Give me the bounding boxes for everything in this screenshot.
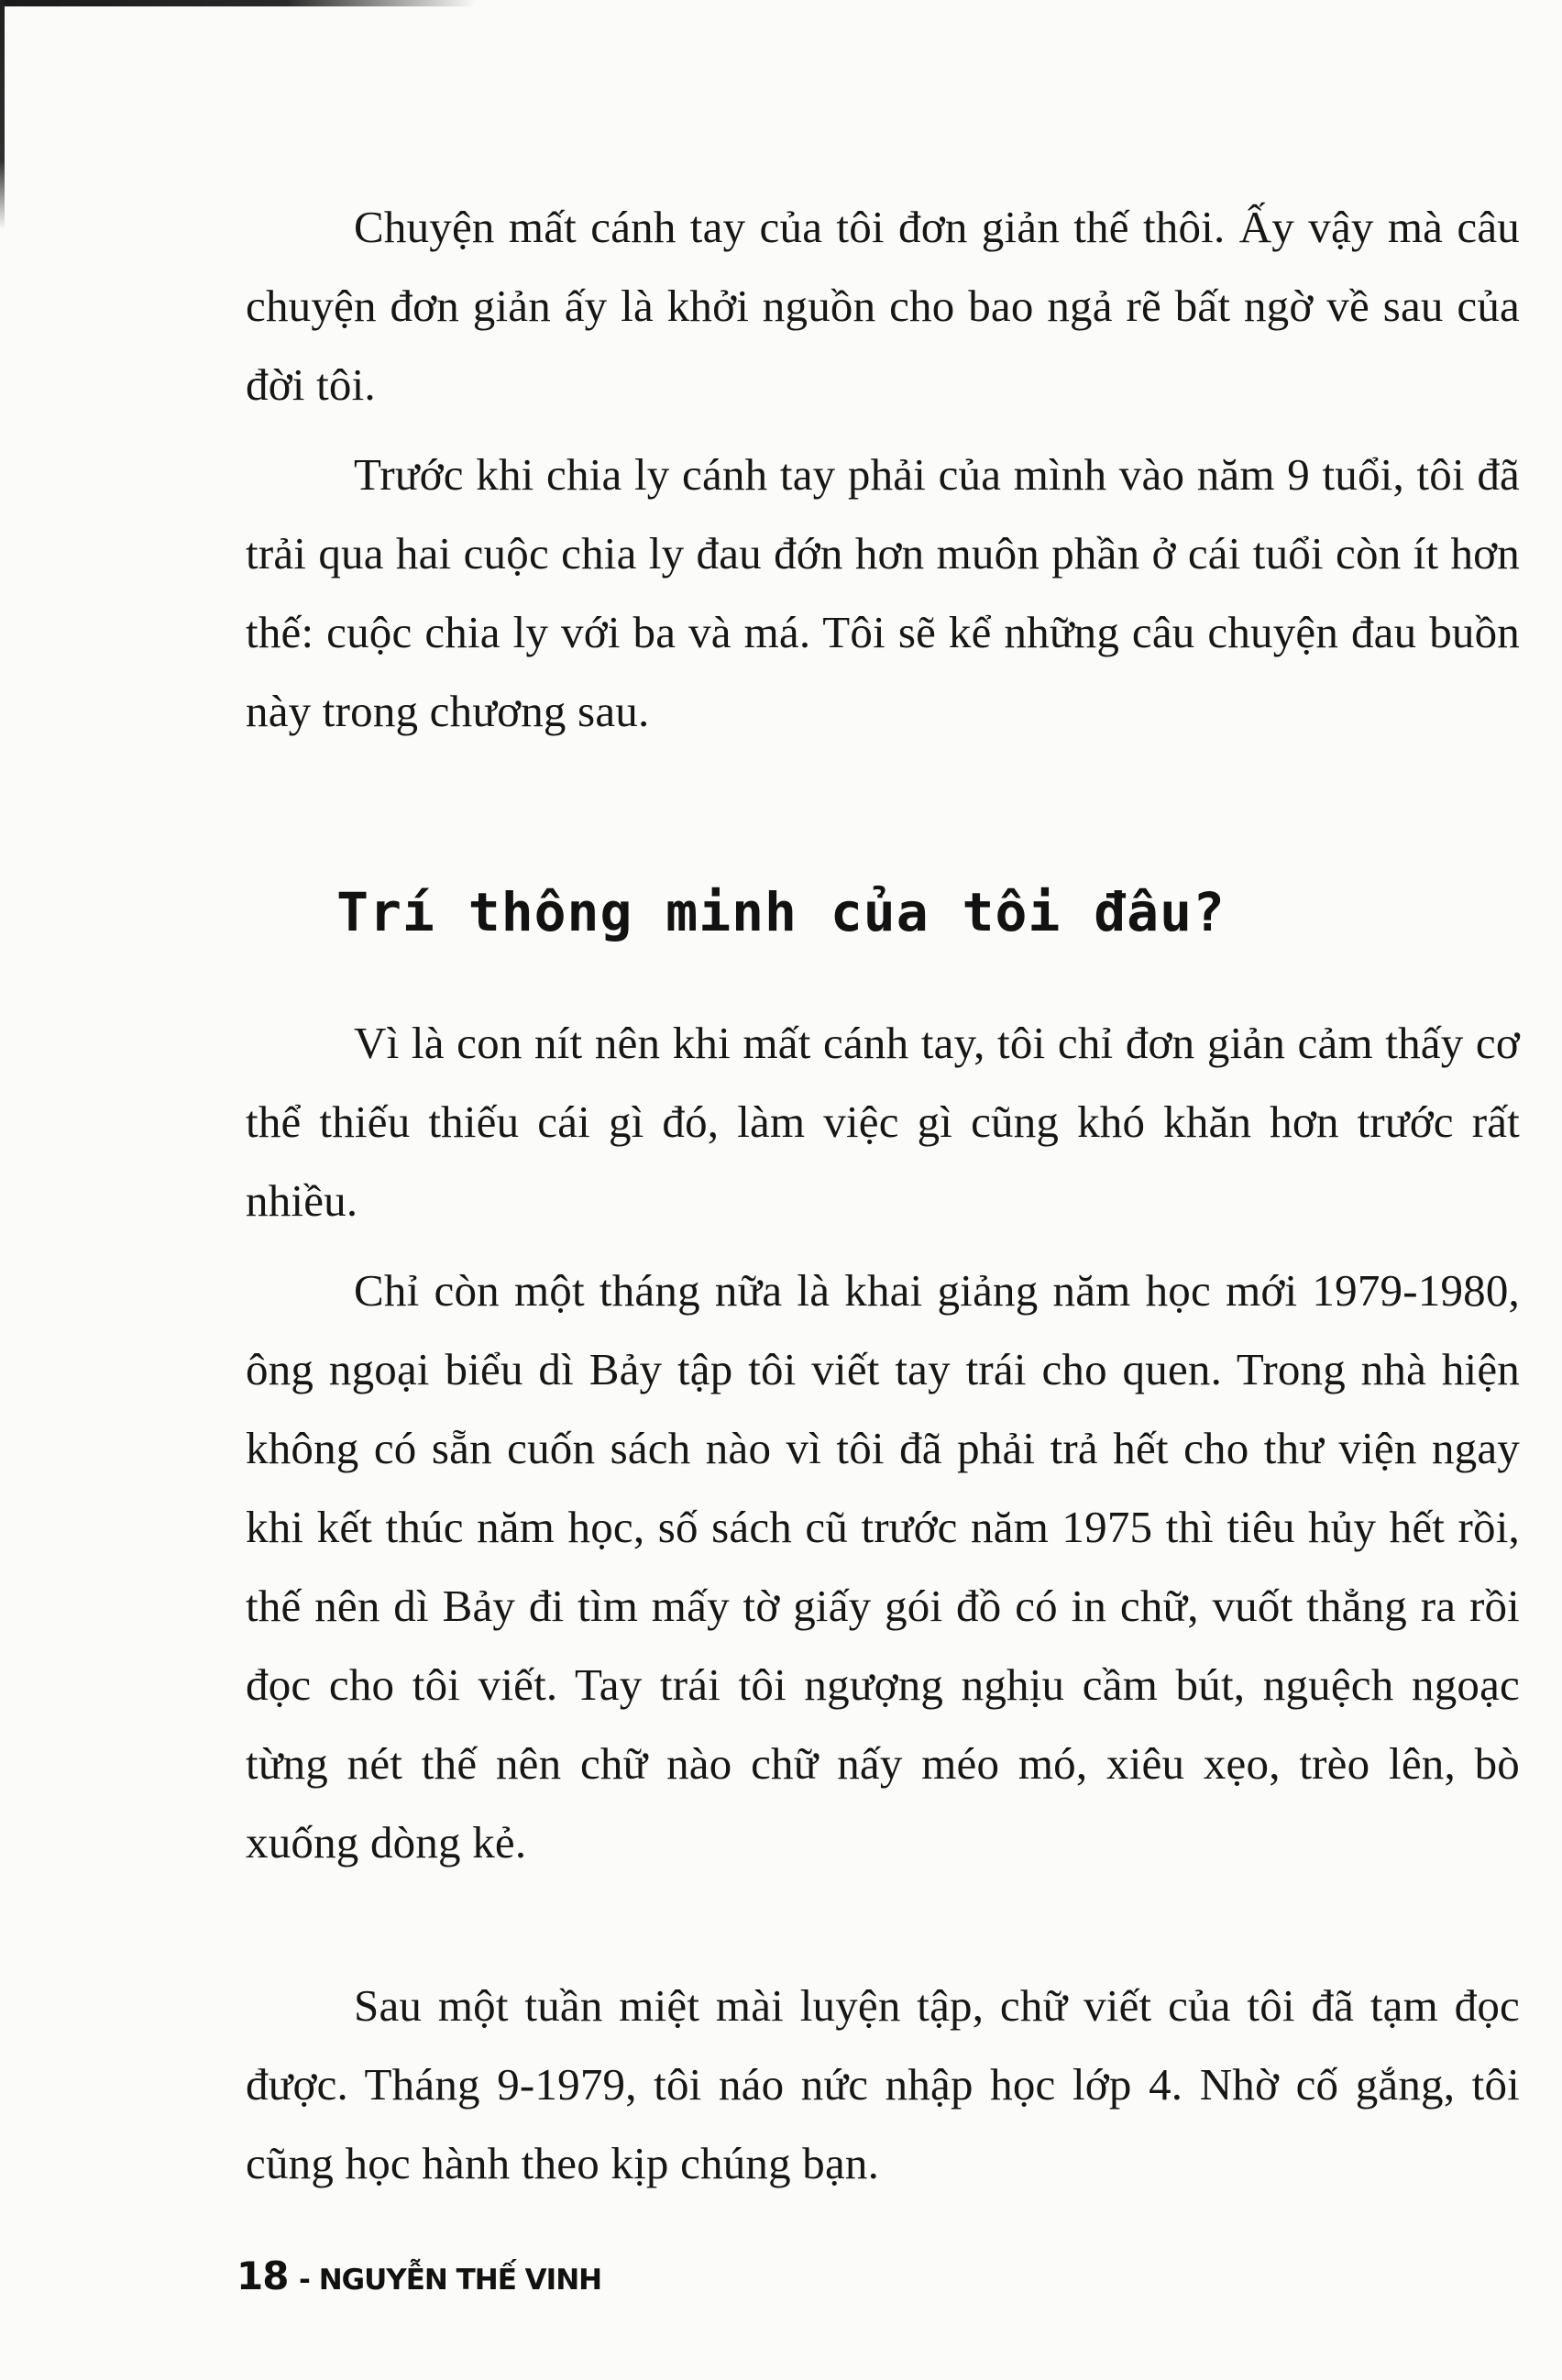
scan-edge-top (0, 0, 477, 6)
paragraph-text: Sau một tuần miệt mài luyện tập, chữ viết của tôi đã tạm đọc được. Tháng 9-1979, tôi náo nức nhập học lớp 4. Nhờ cố gắng, tôi cũng học hành theo kịp chúng bạn. (246, 1980, 1520, 2188)
page-footer (236, 2253, 601, 2298)
footer-author: - NGUYỄN THẾ VINH (299, 2264, 602, 2297)
paragraph-text: Chỉ còn một tháng nữa là khai giảng năm học mới 1979-1980, ông ngoại biểu dì Bảy tập tôi viết tay trái cho quen. Trong nhà hiện không có sẵn cuốn sách nào vì tôi đã phải trả hết cho thư viện ngay khi kết thúc năm học, số sách cũ trước năm 1975 thì tiêu hủy hết rồi, thế nên dì Bảy đi tìm mấy tờ giấy gói đồ có in chữ, vuốt thẳng ra rồi đọc cho tôi viết. Tay trái tôi ngượng nghịu cầm bút, nguệch ngoạc từng nét thế nên chữ nào chữ nấy méo mó, xiêu xẹo, trèo lên, bò xuống dòng kẻ. (246, 1265, 1520, 1868)
paragraph-text: Vì là con nít nên khi mất cánh tay, tôi chỉ đơn giản cảm thấy cơ thể thiếu thiếu cái gì đó, làm việc gì cũng khó khăn hơn trước rất nhiều. (246, 1018, 1520, 1226)
paragraph-separations (246, 435, 1520, 751)
paragraph-lost-arm (246, 188, 1520, 424)
paragraph-left-hand-practice (246, 1251, 1520, 1882)
paragraph-child-feeling (246, 1004, 1520, 1240)
scan-edge-left (0, 0, 5, 229)
page-number: 18 (236, 2253, 289, 2298)
section-heading: Trí thông minh của tôi đâu? (336, 881, 1226, 943)
paragraph-text: Trước khi chia ly cánh tay phải của mình vào năm 9 tuổi, tôi đã trải qua hai cuộc chia ly đau đớn hơn muôn phần ở cái tuổi còn ít hơn thế: cuộc chia ly với ba và má. Tôi sẽ kể những câu chuyện đau buồn này trong chương sau. (246, 449, 1520, 736)
paragraph-text: Chuyện mất cánh tay của tôi đơn giản thế thôi. Ấy vậy mà câu chuyện đơn giản ấy là khởi nguồn cho bao ngả rẽ bất ngờ về sau của đời tôi. (246, 202, 1520, 410)
paragraph-school-start (246, 1967, 1520, 2203)
